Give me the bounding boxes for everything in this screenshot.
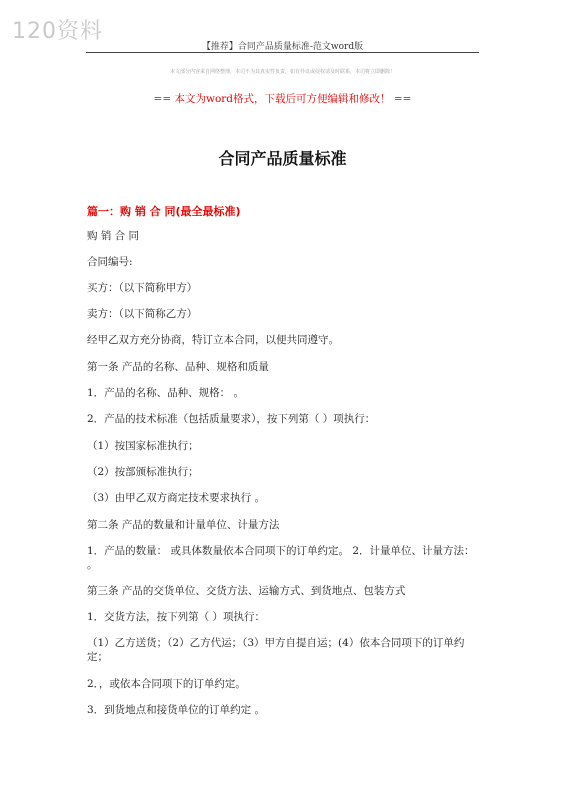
paragraph-contract-number: 合同编号: [87, 256, 133, 268]
paragraph-item: 1．产品的名称、品种、规格： 。 [87, 387, 245, 399]
watermark-logo: 120资料 [12, 19, 103, 44]
page-header-title: 【推荐】合同产品质量标准-范文word版 [201, 42, 364, 52]
paragraph-item: （1）按国家标准执行； [87, 440, 199, 452]
paragraph-item: 3．到货地点和接货单位的订单约定 。 [87, 704, 266, 716]
paragraph-article-1: 第一条 产品的名称、品种、规格和质量 [87, 361, 269, 373]
paragraph-contract-label: 购 销 合 同 [87, 230, 140, 242]
paragraph-buyer: 买方：（以下简称甲方） [87, 282, 198, 294]
paragraph-item: 1．交货方法，按下列第（ ）项执行： [87, 611, 266, 623]
document-title: 合同产品质量标准 [218, 149, 347, 168]
paragraph-article-3: 第三条 产品的交货单位、交货方法、运输方式、到货地点、包装方式 [87, 585, 406, 597]
paragraph-article-2: 第二条 产品的数量和计量单位、计量方法 [87, 519, 280, 531]
paragraph-item: 2．，或依本合同项下的订单约定。 [87, 678, 246, 690]
paragraph-item: （2）按部颁标准执行； [87, 466, 199, 478]
paragraph-item: 1．产品的数量： 或具体数量依本合同项下的订单约定。 2．计量单位、计量方法： 。 [87, 545, 475, 571]
header-divider [86, 52, 479, 53]
paragraph-item: 2．产品的技术标准（包括质量要求），按下列第（ ）项执行： [87, 413, 376, 425]
header-disclaimer: 本文部分内容来自网络整理，本司不为其真实性负责，如有异议或侵权请及时联系，本司将立即删除！ [169, 69, 395, 75]
format-notice: == 本文为word格式，下载后可方便编辑和修改！ == [153, 93, 412, 105]
paragraph-item: （3）由甲乙双方商定技术要求执行 。 [87, 492, 266, 504]
paragraph-preamble: 经甲乙双方充分协商，特订立本合同，以便共同遵守。 [87, 334, 339, 346]
section-heading: 篇一：购 销 合 同(最全最标准) [87, 205, 241, 218]
paragraph-seller: 卖方：（以下简称乙方） [87, 308, 198, 320]
paragraph-item: （1）乙方送货；（2）乙方代运；（3）甲方自提自运；(4）依本合同项下的订单约定； [87, 637, 465, 663]
